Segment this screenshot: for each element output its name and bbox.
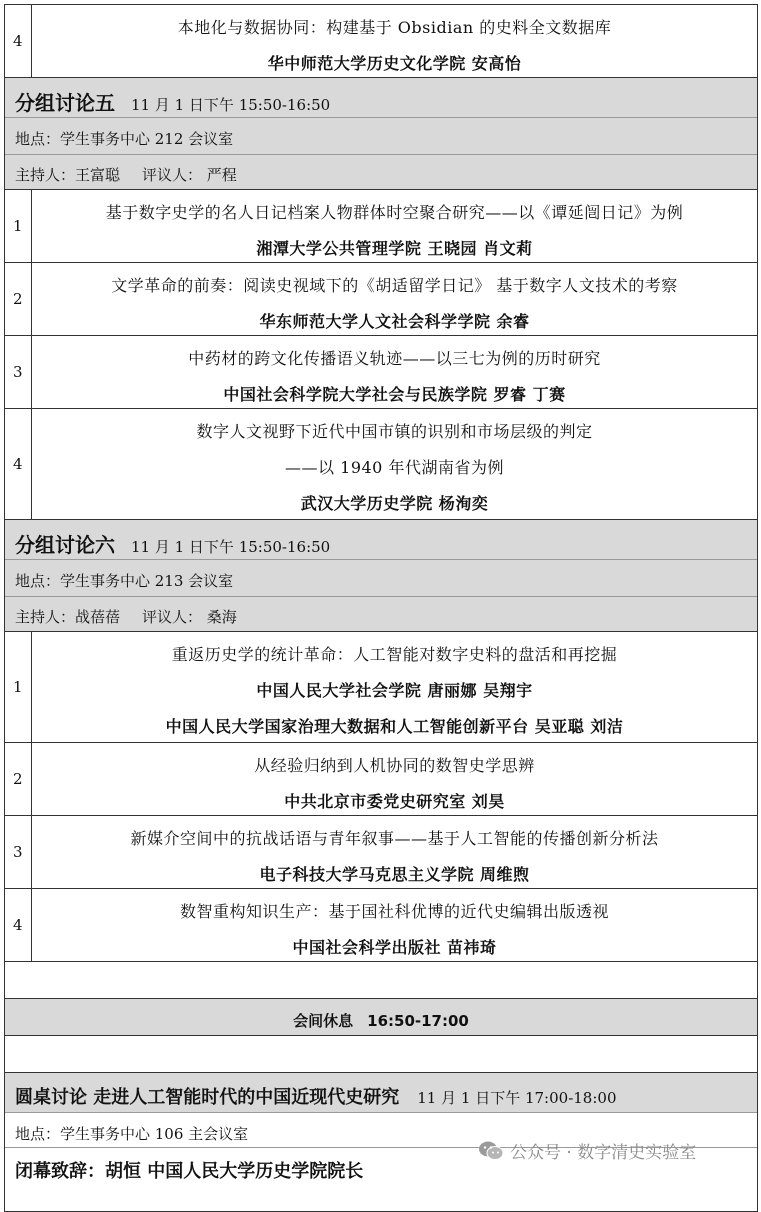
session-time: 11 月 1 日下午 15:50-16:50 [131,538,331,556]
break-time: 16:50-17:00 [367,1012,469,1030]
paper-title: ——以 1940 年代湖南省为例 [285,458,504,477]
closing-speech: 闭幕致辞：胡恒 中国人民大学历史学院院长 [15,1161,364,1182]
paper-title: 数智重构知识生产：基于国社科优博的近代史编辑出版透视 [179,902,609,921]
paper-content [32,263,757,335]
paper-content [32,336,757,408]
paper-content [32,190,757,262]
paper-row [5,4,757,77]
paper-number: 4 [5,409,32,519]
paper-author: 华东师范大学人文社会科学学院 余睿 [259,312,530,331]
blank-row [5,961,757,998]
paper-row [5,742,757,815]
paper-number: 3 [5,336,32,408]
session-title: 分组讨论六 [15,533,115,557]
paper-number: 1 [5,190,32,262]
paper-number: 1 [5,632,32,742]
paper-author: 中共北京市委党史研究室 刘昊 [284,792,505,811]
roundtable-location: 地点：学生事务中心 106 主会议室 [15,1125,249,1143]
paper-author: 电子科技大学马克思主义学院 周维煦 [259,865,530,884]
paper-number: 4 [5,5,32,77]
paper-author: 武汉大学历史学院 杨洵奕 [300,494,489,513]
paper-title: 数字人文视野下近代中国市镇的识别和市场层级的判定 [196,422,593,441]
paper-row [5,189,757,262]
paper-content [32,632,757,742]
paper-number: 2 [5,263,32,335]
paper-title: 重返历史学的统计革命：人工智能对数字史料的盘活和再挖掘 [171,645,618,664]
paper-content [32,889,757,961]
session-title-line [15,529,330,558]
session-time: 11 月 1 日下午 15:50-16:50 [131,96,331,114]
break-row [5,998,757,1035]
paper-title: 基于数字史学的名人日记档案人物群体时空聚合研究——以《谭延闿日记》为例 [105,203,684,222]
session-people [15,164,237,185]
paper-title: 从经验归纳到人机协同的数智史学思辨 [254,756,535,775]
paper-author: 华中师范大学历史文化学院 安高怡 [267,54,522,73]
wechat-icon [478,1140,504,1162]
session-location: 地点：学生事务中心 213 会议室 [15,572,234,590]
paper-row [5,631,757,742]
blank-row [5,1035,757,1072]
watermark [478,1138,696,1163]
paper-author: 中国人民大学社会学院 唐丽娜 吴翔宇 [256,681,533,700]
session-header [5,77,757,189]
paper-content [32,409,757,519]
schedule-table [4,4,758,1212]
roundtable-title-line [15,1083,617,1109]
paper-author: 中国社会科学出版社 苗祎琦 [292,938,497,957]
roundtable-time: 11 月 1 日下午 17:00-18:00 [417,1089,617,1107]
paper-content [32,743,757,815]
session-header [5,519,757,631]
paper-author: 中国人民大学国家治理大数据和人工智能创新平台 吴亚聪 刘洁 [165,717,624,736]
session-reviewer: 评议人： 桑海 [142,608,237,626]
paper-row [5,888,757,961]
paper-row [5,815,757,888]
paper-title: 文学革命的前奏：阅读史视域下的《胡适留学日记》 基于数字人文技术的考察 [111,276,678,295]
paper-title: 新媒介空间中的抗战话语与青年叙事——基于人工智能的传播创新分析法 [130,829,659,848]
session-host: 主持人：战蓓蓓 [15,608,121,626]
paper-number: 4 [5,889,32,961]
break-label-line [5,1010,757,1031]
paper-title: 中药材的跨文化传播语义轨迹——以三七为例的历时研究 [188,349,601,368]
paper-author: 湘潭大学公共管理学院 王晓园 肖文莉 [256,239,533,258]
watermark-text: 公众号 · 数字清史实验室 [510,1143,697,1163]
paper-content [32,816,757,888]
session-title: 分组讨论五 [15,91,115,115]
paper-number: 2 [5,743,32,815]
paper-author: 中国社会科学院大学社会与民族学院 罗睿 丁赛 [223,385,566,404]
paper-row [5,262,757,335]
session-host: 主持人：王富聪 [15,166,121,184]
roundtable-title: 圆桌讨论 走进人工智能时代的中国近现代史研究 [15,1087,400,1108]
break-label: 会间休息 [293,1012,354,1030]
paper-content [32,5,757,77]
session-people [15,606,237,627]
paper-row [5,335,757,408]
session-title-line [15,87,330,116]
session-location: 地点：学生事务中心 212 会议室 [15,130,234,148]
paper-title: 本地化与数据协同：构建基于 Obsidian 的史料全文数据库 [177,18,612,37]
paper-row [5,408,757,519]
session-reviewer: 评议人： 严程 [142,166,237,184]
paper-number: 3 [5,816,32,888]
